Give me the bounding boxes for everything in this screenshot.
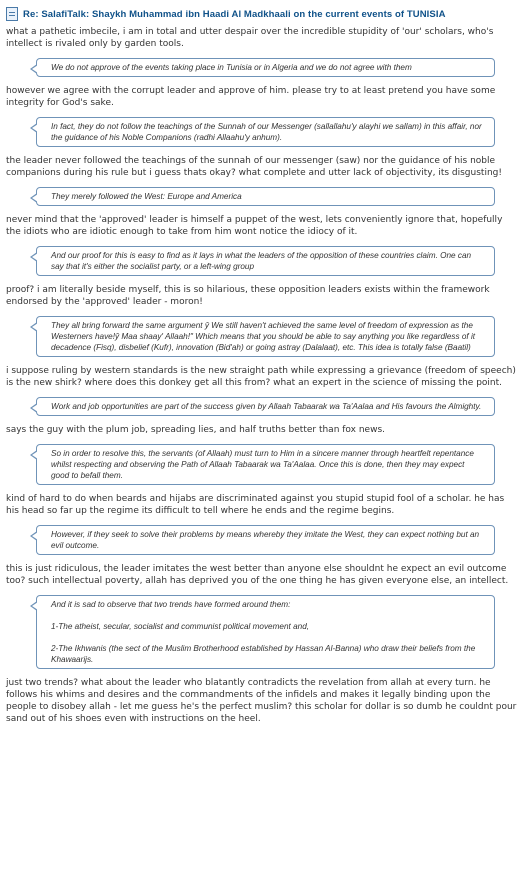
quote-text: And our proof for this is easy to find as it lays in what the leaders of the opposition of these countries claim. One can say that it's either the socialist party, or a left-wing group	[51, 251, 472, 271]
quote-text: We do not approve of the events taking place in Tunisia or in Algeria and we do not agree with them	[51, 63, 412, 72]
quote-box	[36, 117, 495, 147]
post-paragraph: what a pathetic imbecile, i am in total and utter despair over the incredible stupidity of 'our' scholars, who's intellect is rivaled only by garden tools.	[6, 27, 494, 49]
quote-box	[36, 595, 495, 669]
quote-box	[36, 316, 495, 357]
quote-box	[36, 397, 495, 416]
quote-box	[36, 444, 495, 485]
post-paragraph: kind of hard to do when beards and hijabs are discriminated against you stupid stupid fool of a scholar. he has his head so far up the regime its difficult to tell where he ends and the regime begins.	[6, 494, 505, 516]
post-paragraph: the leader never followed the teachings of the sunnah of our messenger (saw) nor the guidance of his noble companions during his rule but i guess thats okay? what complete and utter lack of objectivity, its disgusting!	[6, 156, 502, 178]
quote-text: Work and job opportunities are part of the success given by Allaah Tabaarak wa Ta'Aalaa and His favours the Almighty.	[51, 402, 482, 411]
post-paragraph: this is just ridiculous, the leader imitates the west better than anyone else shouldnt he expect an evil outcome too? such intellectual poverty, allah has deprived you of the one thing he has given everyone else, an intellect.	[6, 564, 509, 586]
post-title[interactable]: Re: SalafiTalk: Shaykh Muhammad ibn Haadi Al Madkhaali on the current events of TUNISIA	[23, 8, 446, 20]
quote-box	[36, 246, 495, 276]
post-paragraph: never mind that the 'approved' leader is himself a puppet of the west, lets conveniently ignore that, hopefully the idiots who are idiotic enough to take from him wont notice the idiocy of it.	[6, 215, 503, 237]
post-paragraph: i suppose ruling by western standards is the new straight path while expressing a grievance (freedom of speech) is the new shirk? where does this donkey get all this from? what an expert in the science of missing the point.	[6, 366, 516, 388]
quote-text: And it is sad to observe that two trends have formed around them:	[51, 600, 291, 609]
quote-box	[36, 525, 495, 555]
quote-box	[36, 187, 495, 206]
post-paragraph: says the guy with the plum job, spreading lies, and half truths better than fox news.	[6, 425, 385, 435]
quote-text: However, if they seek to solve their problems by means whereby they imitate the West, they can expect nothing but an evil outcome.	[51, 530, 480, 550]
quote-text: 2-The Ikhwanis (the sect of the Muslim Brotherhood established by Hassan Al-Banna) who draw their beliefs from the Khawaarijs.	[51, 644, 476, 664]
post-body	[6, 26, 519, 725]
quote-box	[36, 58, 495, 77]
post-paragraph: proof? i am literally beside myself, this is so hilarious, these opposition leaders exists within the framework endorsed by the 'approved' leader - moron!	[6, 285, 490, 307]
quote-text: They all bring forward the same argument ŷ We still haven't achieved the same level of freedom of expression as the Westerners have!ŷ Maa shaay' Allaah!" Which means that you should be able to say anything you like regardless of it decadence (Fisq), disbelief (Kufr), innovation (Bid'ah) or going astray (Dalalaat), etc. This idea is totally false (Baatil)	[51, 321, 476, 352]
quote-text: They merely followed the West: Europe and America	[51, 192, 242, 201]
post-header	[6, 4, 519, 24]
quote-text: So in order to resolve this, the servants (of Allaah) must turn to Him in a sincere manner through heartfelt repentance whilst respecting and observing the Path of Allaah Tabaarak wa Ta'Aalaa. Once this is done, then they may expect good to befall them.	[51, 449, 474, 480]
post-icon	[6, 7, 18, 21]
quote-text: In fact, they do not follow the teachings of the Sunnah of our Messenger (sallallahu'y alayhi we sallam) in this affair, nor the guidance of his Noble Companions (radhi Allaahu'y anhum).	[51, 122, 482, 142]
quote-text: 1-The atheist, secular, socialist and communist political movement and,	[51, 622, 310, 631]
post-paragraph: just two trends? what about the leader who blatantly contradicts the revelation from allah at every turn. he follows his whims and desires and the commandments of the infidels and makes it legally binding upon the people to disobey allah - let me guess he's the perfect muslim? this scholar for dollar is so dumb he couldnt pour sand out of his shoes even with instructions on the heel.	[6, 678, 517, 724]
post-paragraph: however we agree with the corrupt leader and approve of him. please try to at least pretend you have some integrity for God's sake.	[6, 86, 496, 108]
